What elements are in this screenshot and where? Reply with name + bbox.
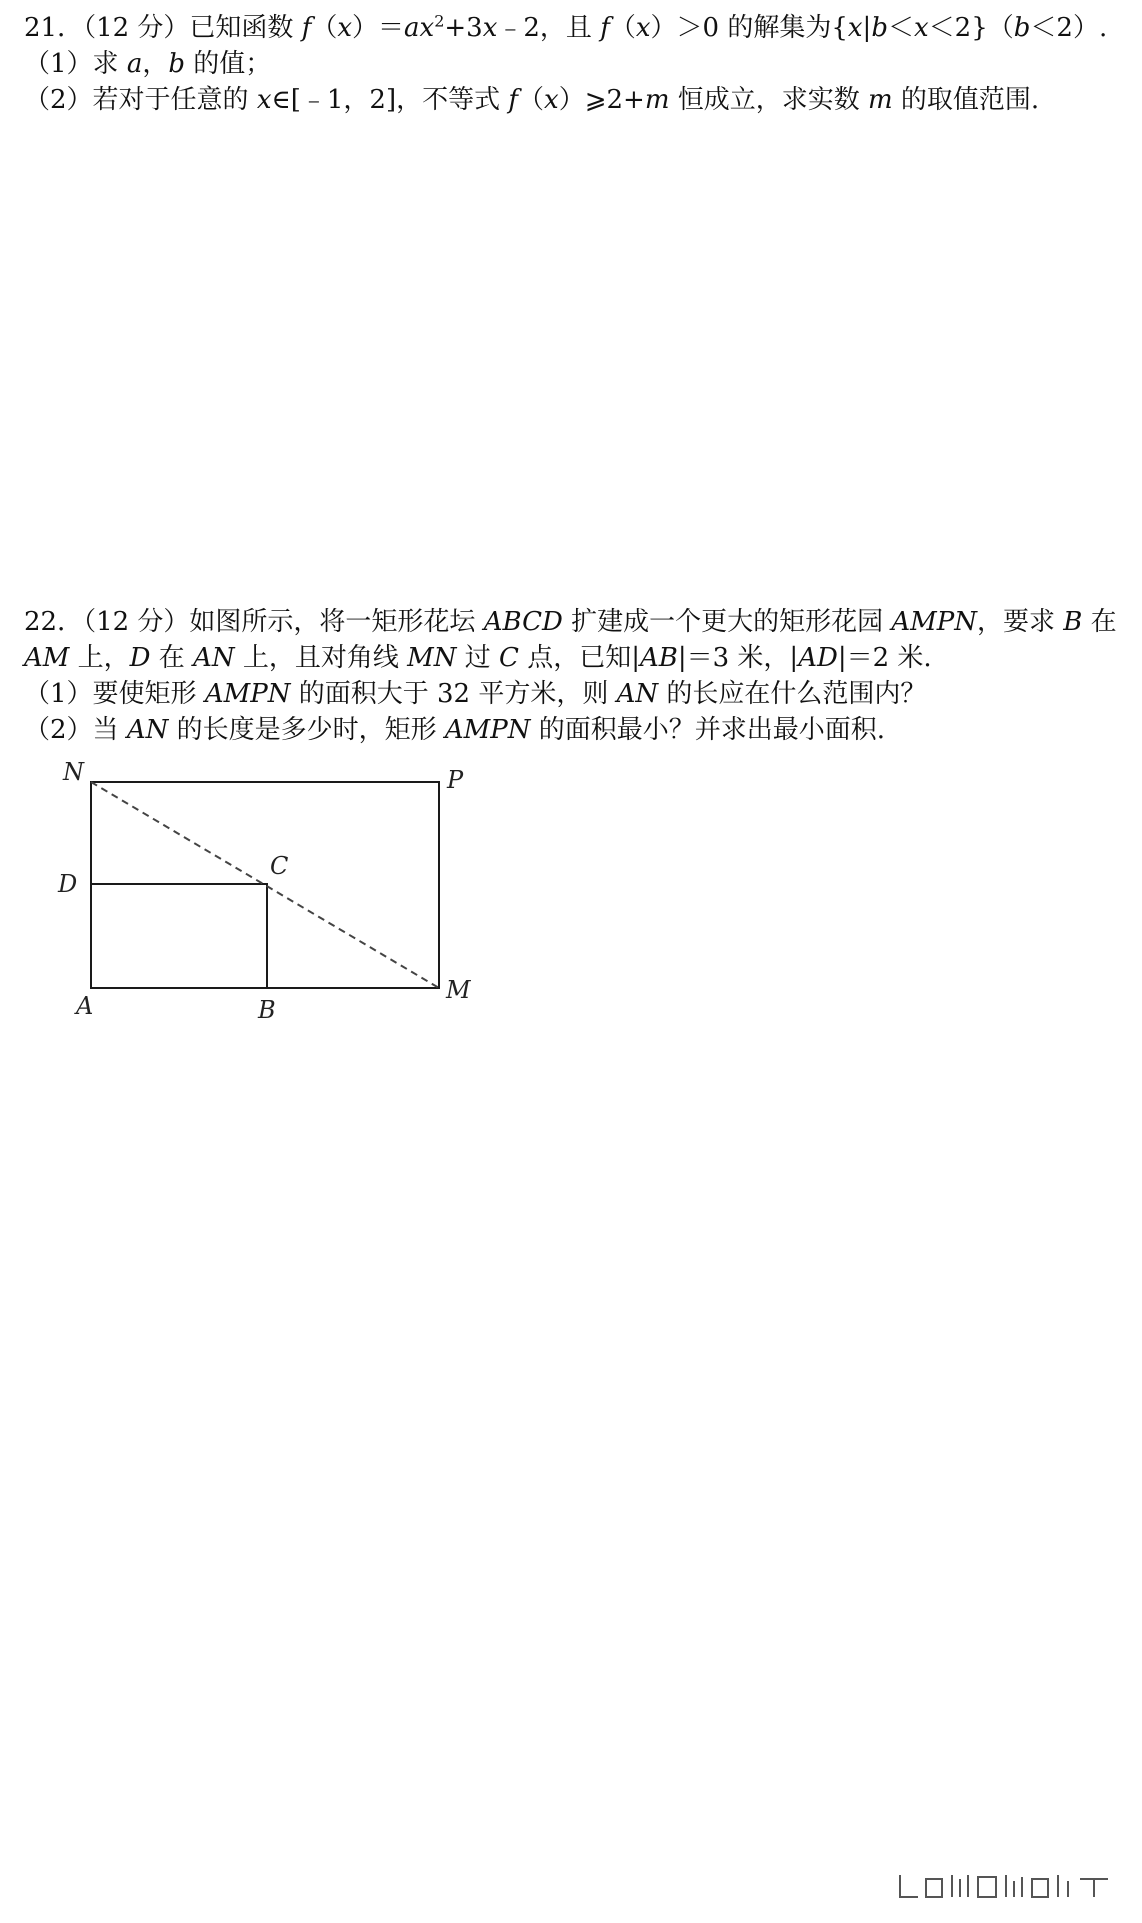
text: 上，且对角线: [234, 643, 408, 673]
math-var: x: [913, 13, 929, 43]
math-var: AN: [193, 643, 235, 673]
text: ，: [142, 49, 169, 79]
math-var: AN: [126, 715, 169, 745]
text: ＜2}（: [928, 13, 1014, 43]
text: 点，已知|: [518, 643, 640, 673]
text: ）＞0 的解集为{: [650, 13, 848, 43]
math-var: x: [256, 85, 272, 115]
problem-22: [24, 604, 1124, 748]
problem-22-part-2: [24, 712, 1124, 748]
text: （2）当: [24, 715, 127, 745]
math-var: x: [337, 13, 353, 43]
math-var: AMPN: [891, 607, 977, 637]
text: +3: [444, 13, 483, 43]
label-b: B: [258, 996, 276, 1022]
math-var: b: [168, 49, 185, 79]
label-d: D: [58, 870, 78, 898]
math-var: x: [635, 13, 651, 43]
text: ）＝: [352, 13, 405, 43]
problem-22-statement-line-2: [24, 640, 1124, 676]
label-m: M: [446, 976, 471, 1004]
watermark-stroke: [952, 1875, 968, 1897]
rectangle-abcd: [91, 884, 267, 988]
text: ）⩾2+: [558, 85, 645, 115]
text: （2）若对于任意的: [24, 85, 257, 115]
math-var: x: [544, 85, 559, 115]
text: ＜2）.: [1030, 13, 1108, 43]
problem-22-part-1: [24, 676, 1124, 712]
text: 22．（12 分）如图所示，将一矩形花坛: [24, 607, 484, 637]
text: 上，: [69, 643, 130, 673]
math-var: ax: [404, 13, 435, 43]
watermark-stroke: [1032, 1879, 1048, 1897]
math-var: C: [499, 643, 519, 673]
math-var: b: [1013, 13, 1031, 43]
text: 扩建成一个更大的矩形花园: [562, 607, 892, 637]
math-var: b: [871, 13, 888, 43]
label-n: N: [63, 758, 84, 786]
watermark-stroke: [900, 1875, 918, 1897]
math-var: AB: [639, 643, 678, 673]
text: （: [609, 13, 636, 43]
text: 的值；: [185, 49, 272, 79]
text: （: [311, 13, 338, 43]
label-c: C: [270, 852, 289, 880]
math-var: f: [600, 13, 610, 43]
label-a: A: [76, 992, 94, 1020]
rectangle-garden-figure: [48, 752, 488, 1022]
text: ，要求: [977, 607, 1064, 637]
math-var: m: [868, 85, 893, 115]
math-var: f: [301, 13, 312, 43]
text: 21．（12 分）已知函数: [24, 13, 302, 43]
text: ﹣2，且: [497, 13, 601, 43]
text: 恒成立，求实数: [669, 85, 868, 115]
text: 在: [150, 643, 194, 673]
math-var: ABCD: [483, 607, 563, 637]
exponent: 2: [434, 11, 445, 31]
text: 过: [456, 643, 500, 673]
text: |＝3 米，|: [677, 643, 799, 673]
text: 的长度是多少时，矩形: [168, 715, 445, 745]
math-var: AM: [24, 643, 70, 673]
text: （1）求: [24, 49, 127, 79]
watermark-stroke: [1006, 1875, 1022, 1897]
math-var: AMPN: [204, 679, 291, 709]
math-var: AMPN: [444, 715, 531, 745]
math-var: B: [1063, 607, 1083, 637]
text: 的长应在什么范围内？: [658, 679, 927, 709]
math-var: AD: [798, 643, 838, 673]
problem-22-statement-line-1: [24, 604, 1124, 640]
math-var: f: [508, 85, 518, 115]
watermark-logo: [896, 1871, 1116, 1901]
math-var: AN: [616, 679, 659, 709]
math-var: a: [126, 49, 143, 79]
label-p: P: [447, 766, 464, 794]
text: 的面积最小？并求出最小面积.: [530, 715, 886, 745]
text: ∈[﹣1，2]，不等式: [271, 85, 509, 115]
problem-21-part-1: [24, 46, 1124, 82]
text: |: [862, 13, 872, 43]
text: |＝2 米.: [837, 643, 932, 673]
text: （1）要使矩形: [24, 679, 205, 709]
text: 的面积大于 32 平方米，则: [290, 679, 617, 709]
text: 在: [1082, 607, 1117, 637]
watermark-stroke: [1080, 1879, 1108, 1897]
math-var: MN: [407, 643, 457, 673]
watermark-stroke: [978, 1877, 996, 1897]
text: ＜: [887, 13, 914, 43]
text: 的取值范围.: [892, 85, 1040, 115]
math-var: m: [644, 85, 670, 115]
problem-21-part-2: [24, 82, 1124, 118]
problem-21-statement: [24, 10, 1124, 46]
math-var: D: [129, 643, 151, 673]
watermark-stroke: [926, 1879, 942, 1897]
problem-21: [24, 10, 1124, 118]
watermark-stroke: [1058, 1875, 1068, 1897]
math-var: x: [847, 13, 863, 43]
math-var: x: [482, 13, 498, 43]
text: （: [518, 85, 545, 115]
